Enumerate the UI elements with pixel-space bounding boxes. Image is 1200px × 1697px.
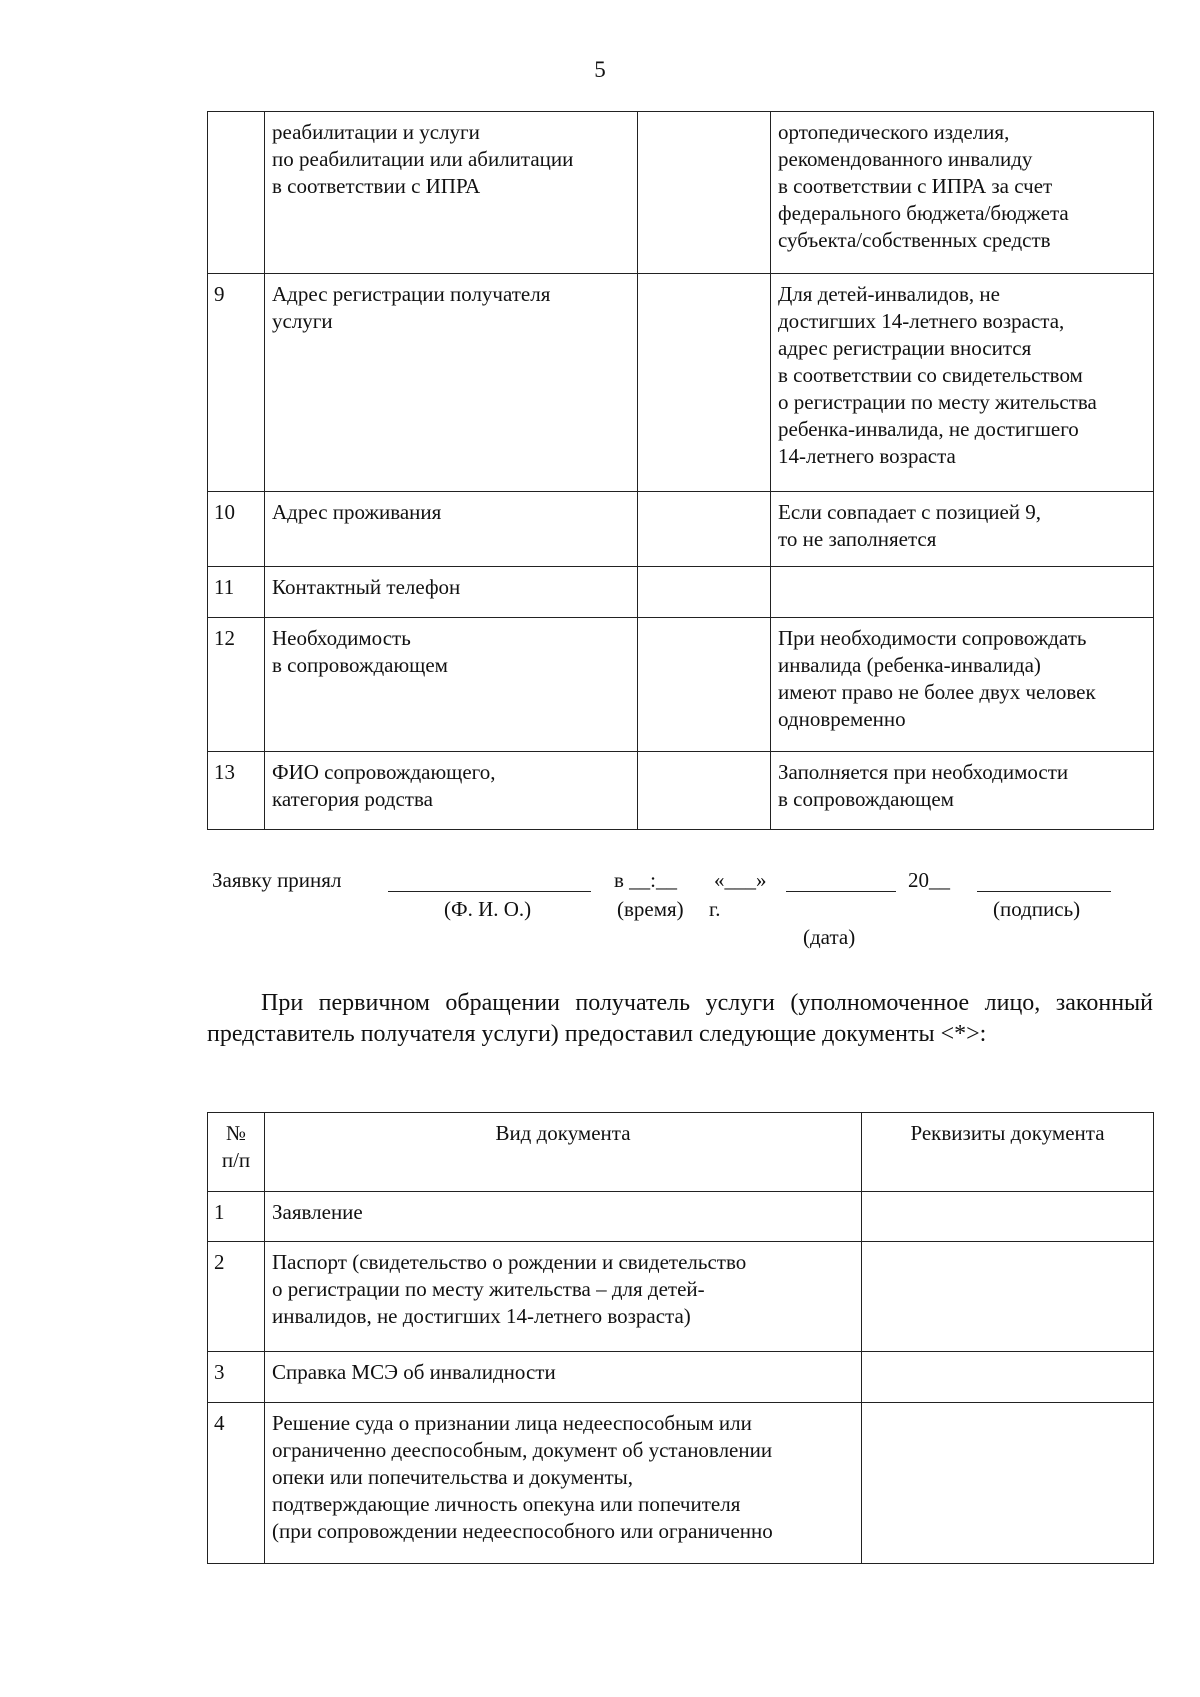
time-field[interactable]: в __:__	[614, 868, 677, 892]
signature-line[interactable]	[977, 891, 1111, 892]
table-row	[208, 1403, 1154, 1564]
field-name: Контактный телефон	[265, 567, 638, 618]
table-row	[208, 1192, 1154, 1242]
row-number: 1	[208, 1192, 265, 1242]
page-number: 5	[594, 57, 606, 82]
field-value[interactable]	[638, 567, 771, 618]
field-value[interactable]	[638, 492, 771, 567]
field-note: Если совпадает с позицией 9, то не заполняется	[771, 492, 1154, 567]
field-note: При необходимости сопровождать инвалида (ребенка-инвалида) имеют право не более двух человек одновременно	[771, 618, 1154, 752]
row-number: 3	[208, 1352, 265, 1403]
field-name: ФИО сопровождающего, категория родства	[265, 752, 638, 830]
field-note: Заполняется при необходимости в сопровождающем	[771, 752, 1154, 830]
document-kind: Решение суда о признании лица недееспособным или ограниченно дееспособным, документ об установлении опеки или попечительства и документы, подтверждающие личность опекуна или попечителя (при сопровождении недееспособного или ограниченно	[265, 1403, 862, 1564]
table-row	[208, 567, 1154, 618]
fio-caption: (Ф. И. О.)	[444, 897, 532, 921]
row-number: 9	[208, 274, 265, 492]
field-note: Для детей-инвалидов, не достигших 14-летнего возраста, адрес регистрации вносится в соответствии со свидетельством о регистрации по месту жительства ребенка-инвалида, не достигшего 14-летнего возраста	[771, 274, 1154, 492]
document-kind: Паспорт (свидетельство о рождении и свидетельство о регистрации по месту жительства – для детей- инвалидов, не достигших 14-летнего возраста)	[265, 1242, 862, 1352]
field-note	[771, 567, 1154, 618]
document-details[interactable]	[862, 1192, 1154, 1242]
field-name: реабилитации и услуги по реабилитации или абилитации в соответствии с ИПРА	[265, 112, 638, 274]
row-number: 2	[208, 1242, 265, 1352]
year-suffix: г.	[709, 897, 721, 921]
document-kind: Справка МСЭ об инвалидности	[265, 1352, 862, 1403]
row-number: 13	[208, 752, 265, 830]
service-info-table	[207, 111, 1154, 830]
header-number: № п/п	[208, 1113, 265, 1192]
documents-table	[207, 1112, 1154, 1564]
header-document-kind: Вид документа	[265, 1113, 862, 1192]
table-header-row	[208, 1113, 1154, 1192]
day-field[interactable]: «___»	[714, 868, 767, 892]
table-row	[208, 752, 1154, 830]
field-value[interactable]	[638, 752, 771, 830]
field-value[interactable]	[638, 274, 771, 492]
header-document-details: Реквизиты документа	[862, 1113, 1154, 1192]
table-row	[208, 274, 1154, 492]
accepted-by-label: Заявку принял	[212, 868, 342, 892]
document-kind: Заявление	[265, 1192, 862, 1242]
table-row	[208, 618, 1154, 752]
signature-caption: (подпись)	[993, 897, 1081, 921]
row-number: 4	[208, 1403, 265, 1564]
document-details[interactable]	[862, 1352, 1154, 1403]
row-number: 11	[208, 567, 265, 618]
table-row	[208, 1242, 1154, 1352]
table-row	[208, 1352, 1154, 1403]
documents-intro-paragraph: При первичном обращении получатель услуги (уполномоченное лицо, законный представитель получателя услуги) предоставил следующие документы <*>:	[207, 990, 1153, 1047]
field-value[interactable]	[638, 618, 771, 752]
table-row	[208, 492, 1154, 567]
field-note: ортопедического изделия, рекомендованного инвалиду в соответствии с ИПРА за счет федерального бюджета/бюджета субъекта/собственных средств	[771, 112, 1154, 274]
document-details[interactable]	[862, 1242, 1154, 1352]
field-name: Адрес регистрации получателя услуги	[265, 274, 638, 492]
month-line[interactable]	[786, 891, 896, 892]
date-caption: (дата)	[803, 925, 856, 949]
row-number: 12	[208, 618, 265, 752]
time-caption: (время)	[617, 897, 684, 921]
field-name: Необходимость в сопровождающем	[265, 618, 638, 752]
table-row	[208, 112, 1154, 274]
row-number	[208, 112, 265, 274]
fio-line[interactable]	[388, 891, 591, 892]
field-name: Адрес проживания	[265, 492, 638, 567]
field-value[interactable]	[638, 112, 771, 274]
acceptance-signature-block	[0, 867, 1200, 957]
document-details[interactable]	[862, 1403, 1154, 1564]
year-field[interactable]: 20__	[908, 868, 950, 892]
row-number: 10	[208, 492, 265, 567]
